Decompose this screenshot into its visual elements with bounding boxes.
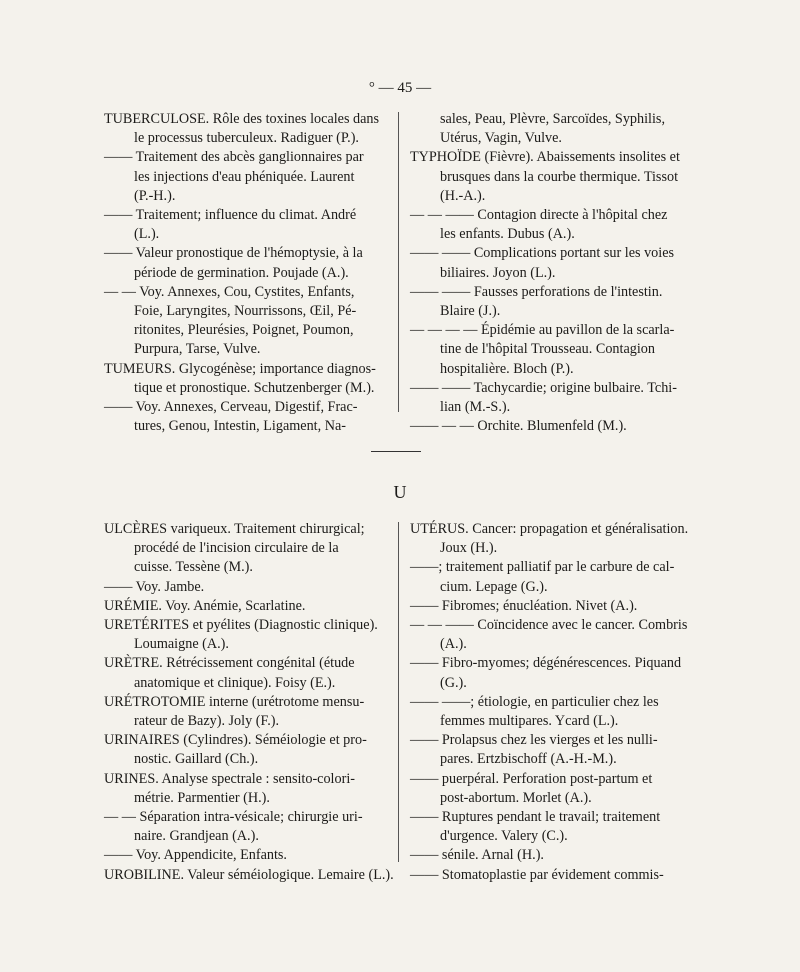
- index-line: sales, Peau, Plèvre, Sarcoïdes, Syphilis,: [440, 111, 665, 127]
- u-section-right-column: [410, 520, 700, 885]
- index-line: tures, Genou, Intestin, Ligament, Na-: [134, 418, 346, 435]
- index-line: —— Fibromes; énucléation. Nivet (A.).: [410, 597, 638, 614]
- index-line: tique et pronostique. Schutzenberger (M.).: [134, 379, 375, 396]
- index-line: URINES. Analyse spectrale : sensito-colori-: [104, 770, 355, 787]
- index-line: —— Ruptures pendant le travail; traitement: [410, 809, 661, 826]
- column-divider: [398, 522, 399, 862]
- index-line: TUBERCULOSE. Rôle des toxines locales dans: [104, 111, 380, 127]
- index-line: —— Voy. Appendicite, Enfants.: [104, 847, 287, 864]
- index-line: —— ——; étiologie, en particulier chez les: [410, 693, 659, 710]
- index-line: rateur de Bazy). Joly (F.).: [134, 713, 280, 730]
- index-line: pares. Ertzbischoff (A.-H.-M.).: [440, 751, 617, 768]
- index-line: (G.).: [440, 674, 467, 691]
- index-line: — — — — Épidémie au pavillon de la scarla-: [410, 322, 675, 339]
- index-line: brusques dans la courbe thermique. Tissot: [440, 168, 679, 185]
- index-line: —— —— Tachycardie; origine bulbaire. Tchi-: [410, 379, 677, 396]
- index-line: —— Voy. Jambe.: [104, 578, 205, 595]
- index-line: —— Valeur pronostique de l'hémoptysie, à la: [104, 245, 363, 262]
- index-line: période de germination. Poujade (A.).: [134, 264, 349, 281]
- index-line: cium. Lepage (G.).: [440, 578, 548, 595]
- index-line: — — Voy. Annexes, Cou, Cystites, Enfants,: [104, 283, 355, 300]
- index-line: —— Traitement; influence du climat. André: [104, 207, 357, 224]
- index-line: UTÉRUS. Cancer: propagation et généralisation.: [410, 521, 689, 537]
- index-line: le processus tuberculeux. Radiguer (P.).: [134, 130, 359, 147]
- index-line: naire. Grandjean (A.).: [134, 828, 259, 845]
- index-line: anatomique et clinique). Foisy (E.).: [134, 674, 336, 691]
- index-line: URINAIRES (Cylindres). Séméiologie et pro-: [104, 732, 367, 749]
- index-line: procédé de l'incision circulaire de la: [134, 540, 339, 557]
- index-line: URÉMIE. Voy. Anémie, Scarlatine.: [104, 597, 306, 614]
- index-line: (A.).: [440, 636, 467, 653]
- t-section-left-column: [104, 110, 394, 436]
- index-line: post-abortum. Morlet (A.).: [440, 789, 592, 806]
- t-section-right-column: [410, 110, 700, 436]
- index-line: —— — — Orchite. Blumenfeld (M.).: [410, 418, 627, 435]
- index-line: les enfants. Dubus (A.).: [440, 226, 575, 243]
- index-line: femmes multipares. Ycard (L.).: [440, 713, 619, 730]
- column-divider: [398, 112, 399, 412]
- index-line: ——; traitement palliatif par le carbure de cal-: [410, 559, 675, 576]
- index-line: métrie. Parmentier (H.).: [134, 789, 270, 806]
- index-line: —— Traitement des abcès ganglionnaires par: [104, 149, 364, 166]
- index-line: biliaires. Joyon (L.).: [440, 264, 556, 281]
- index-line: Purpura, Tarse, Vulve.: [134, 341, 261, 358]
- index-line: — — —— Contagion directe à l'hôpital chez: [410, 207, 668, 224]
- index-line: (P.-H.).: [134, 187, 176, 204]
- index-line: (L.).: [134, 226, 160, 243]
- index-line: ULCÈRES variqueux. Traitement chirurgical;: [104, 521, 365, 537]
- section-separator-rule: [371, 451, 421, 452]
- index-line: Loumaigne (A.).: [134, 636, 229, 653]
- index-line: les injections d'eau phéniquée. Laurent: [134, 168, 355, 185]
- index-line: TUMEURS. Glycogénèse; importance diagnos-: [104, 360, 376, 377]
- page-number: ° — 45 —: [368, 80, 432, 96]
- index-line: cuisse. Tessène (M.).: [134, 559, 253, 576]
- index-line: —— Fibro-myomes; dégénérescences. Piquand: [410, 655, 682, 672]
- index-line: (H.-A.).: [440, 187, 486, 204]
- index-line: — — —— Coïncidence avec le cancer. Combris: [410, 617, 688, 634]
- u-section-left-column: [104, 520, 394, 885]
- index-line: —— Prolapsus chez les vierges et les nulli-: [410, 732, 658, 749]
- index-line: Foie, Laryngites, Nourrissons, Œil, Pé-: [134, 303, 357, 320]
- index-line: Utérus, Vagin, Vulve.: [440, 130, 562, 147]
- index-line: Blaire (J.).: [440, 303, 501, 320]
- section-heading-letter: U: [393, 482, 407, 502]
- index-line: —— Stomatoplastie par évidement commis-: [410, 866, 664, 883]
- index-line: d'urgence. Valery (C.).: [440, 828, 568, 845]
- index-line: — — Séparation intra-vésicale; chirurgie uri-: [104, 809, 363, 826]
- index-line: ritonites, Pleurésies, Poignet, Poumon,: [134, 322, 354, 339]
- index-line: Joux (H.).: [440, 540, 498, 557]
- index-line: URÈTRE. Rétrécissement congénital (étude: [104, 655, 355, 672]
- index-line: URETÉRITES et pyélites (Diagnostic clinique).: [104, 617, 378, 634]
- index-line: hospitalière. Bloch (P.).: [440, 360, 574, 377]
- index-line: nostic. Gaillard (Ch.).: [134, 751, 259, 768]
- index-line: UROBILINE. Valeur séméiologique. Lemaire (L.).: [104, 866, 394, 883]
- index-line: TYPHOÏDE (Fièvre). Abaissements insolites et: [410, 149, 680, 166]
- index-line: URÉTROTOMIE interne (urétrotome mensu-: [104, 693, 365, 710]
- index-line: —— puerpéral. Perforation post-partum et: [410, 770, 653, 787]
- index-line: lian (M.-S.).: [440, 399, 511, 416]
- index-line: —— Voy. Annexes, Cerveau, Digestif, Frac-: [104, 399, 358, 416]
- index-line: —— —— Complications portant sur les voies: [410, 245, 675, 262]
- index-line: —— —— Fausses perforations de l'intestin.: [410, 283, 663, 300]
- index-line: —— sénile. Arnal (H.).: [410, 847, 544, 864]
- index-line: tine de l'hôpital Trousseau. Contagion: [440, 341, 655, 358]
